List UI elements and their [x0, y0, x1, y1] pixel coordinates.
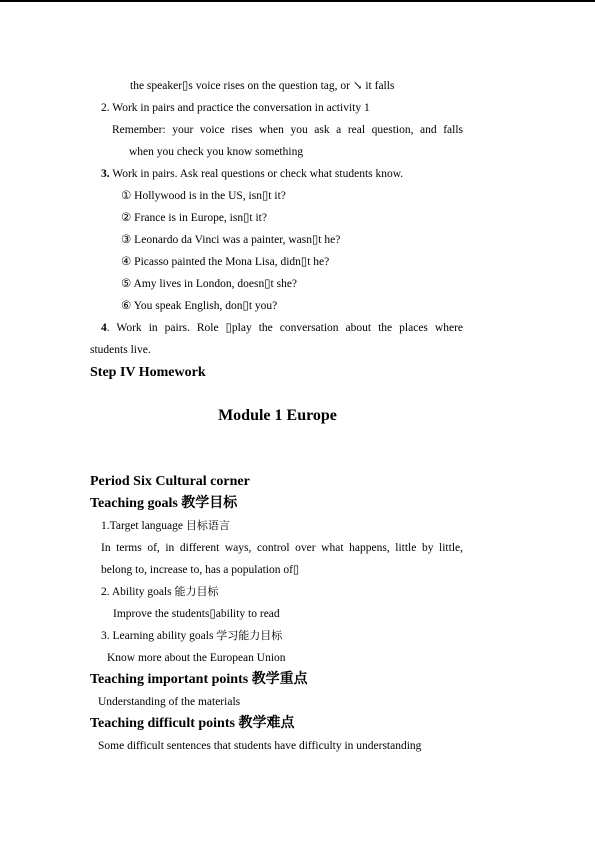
module-title: Module 1 Europe [218, 407, 337, 424]
ability-goals-en: 2. Ability goals [101, 586, 175, 598]
text-line-students-live: students live. [90, 344, 151, 356]
target-language-en: 1.Target language [101, 520, 186, 532]
important-points-en: Teaching important points [90, 672, 252, 687]
target-language-cn: 目标语言 [185, 519, 230, 532]
important-points-cn: 教学重点 [251, 671, 308, 687]
difficult-points-heading [90, 715, 294, 732]
question-item-1: ① Hollywood is in the US, isn▯t it? [121, 190, 286, 202]
activity-4-number: 4 [101, 322, 107, 334]
activity-4-text: . Work in pairs. Role ▯play the conversation about the places where [106, 322, 463, 334]
page-top-rule [0, 0, 595, 2]
difficult-points-cn: 教学难点 [238, 715, 295, 731]
text-line-activity-3 [101, 167, 403, 181]
activity-3-text: Work in pairs. Ask real questions or check what students know. [109, 168, 404, 180]
question-item-3: ③ Leonardo da Vinci was a painter, wasn▯t he? [121, 234, 341, 246]
target-language-text-1: In terms of, in different ways, control over what happens, little by little, [101, 542, 463, 554]
learning-ability-goals-text: Know more about the European Union [107, 652, 286, 664]
difficult-points-text: Some difficult sentences that students have difficulty in understanding [98, 740, 422, 752]
learning-ability-goals-en: 3. Learning ability goals [101, 630, 217, 642]
question-item-2: ② France is in Europe, isn▯t it? [121, 212, 267, 224]
text-line-activity-2: 2. Work in pairs and practice the conversation in activity 1 [101, 102, 370, 114]
target-language-label [101, 519, 230, 533]
learning-ability-goals-label [101, 629, 282, 643]
text-line-check-know: when you check you know something [129, 146, 304, 158]
question-item-5: ⑤ Amy lives in London, doesn▯t she? [121, 278, 298, 290]
question-item-4: ④ Picasso painted the Mona Lisa, didn▯t he? [121, 256, 330, 268]
important-points-heading [90, 671, 308, 688]
text-line-remember: Remember: your voice rises when you ask a real question, and falls [112, 124, 463, 136]
teaching-goals-cn: 教学目标 [181, 495, 238, 511]
ability-goals-label [101, 585, 218, 599]
step-iv-heading: Step IV Homework [90, 365, 206, 380]
teaching-goals-en: Teaching goals [90, 496, 182, 511]
target-language-text-2: belong to, increase to, has a population of▯ [101, 564, 300, 576]
text-line-speaker-voice: the speaker▯s voice rises on the question tag, or ↘ it falls [130, 80, 395, 92]
difficult-points-en: Teaching difficult points [90, 716, 239, 731]
ability-goals-cn: 能力目标 [174, 585, 219, 598]
important-points-text: Understanding of the materials [98, 696, 241, 708]
learning-ability-goals-cn: 学习能力目标 [216, 629, 283, 642]
ability-goals-text: Improve the students▯ability to read [113, 608, 280, 620]
activity-3-number: 3. [101, 168, 110, 180]
question-item-6: ⑥ You speak English, don▯t you? [121, 300, 278, 312]
teaching-goals-heading [90, 495, 237, 512]
text-line-activity-4 [101, 321, 463, 335]
period-heading: Period Six Cultural corner [90, 474, 250, 489]
